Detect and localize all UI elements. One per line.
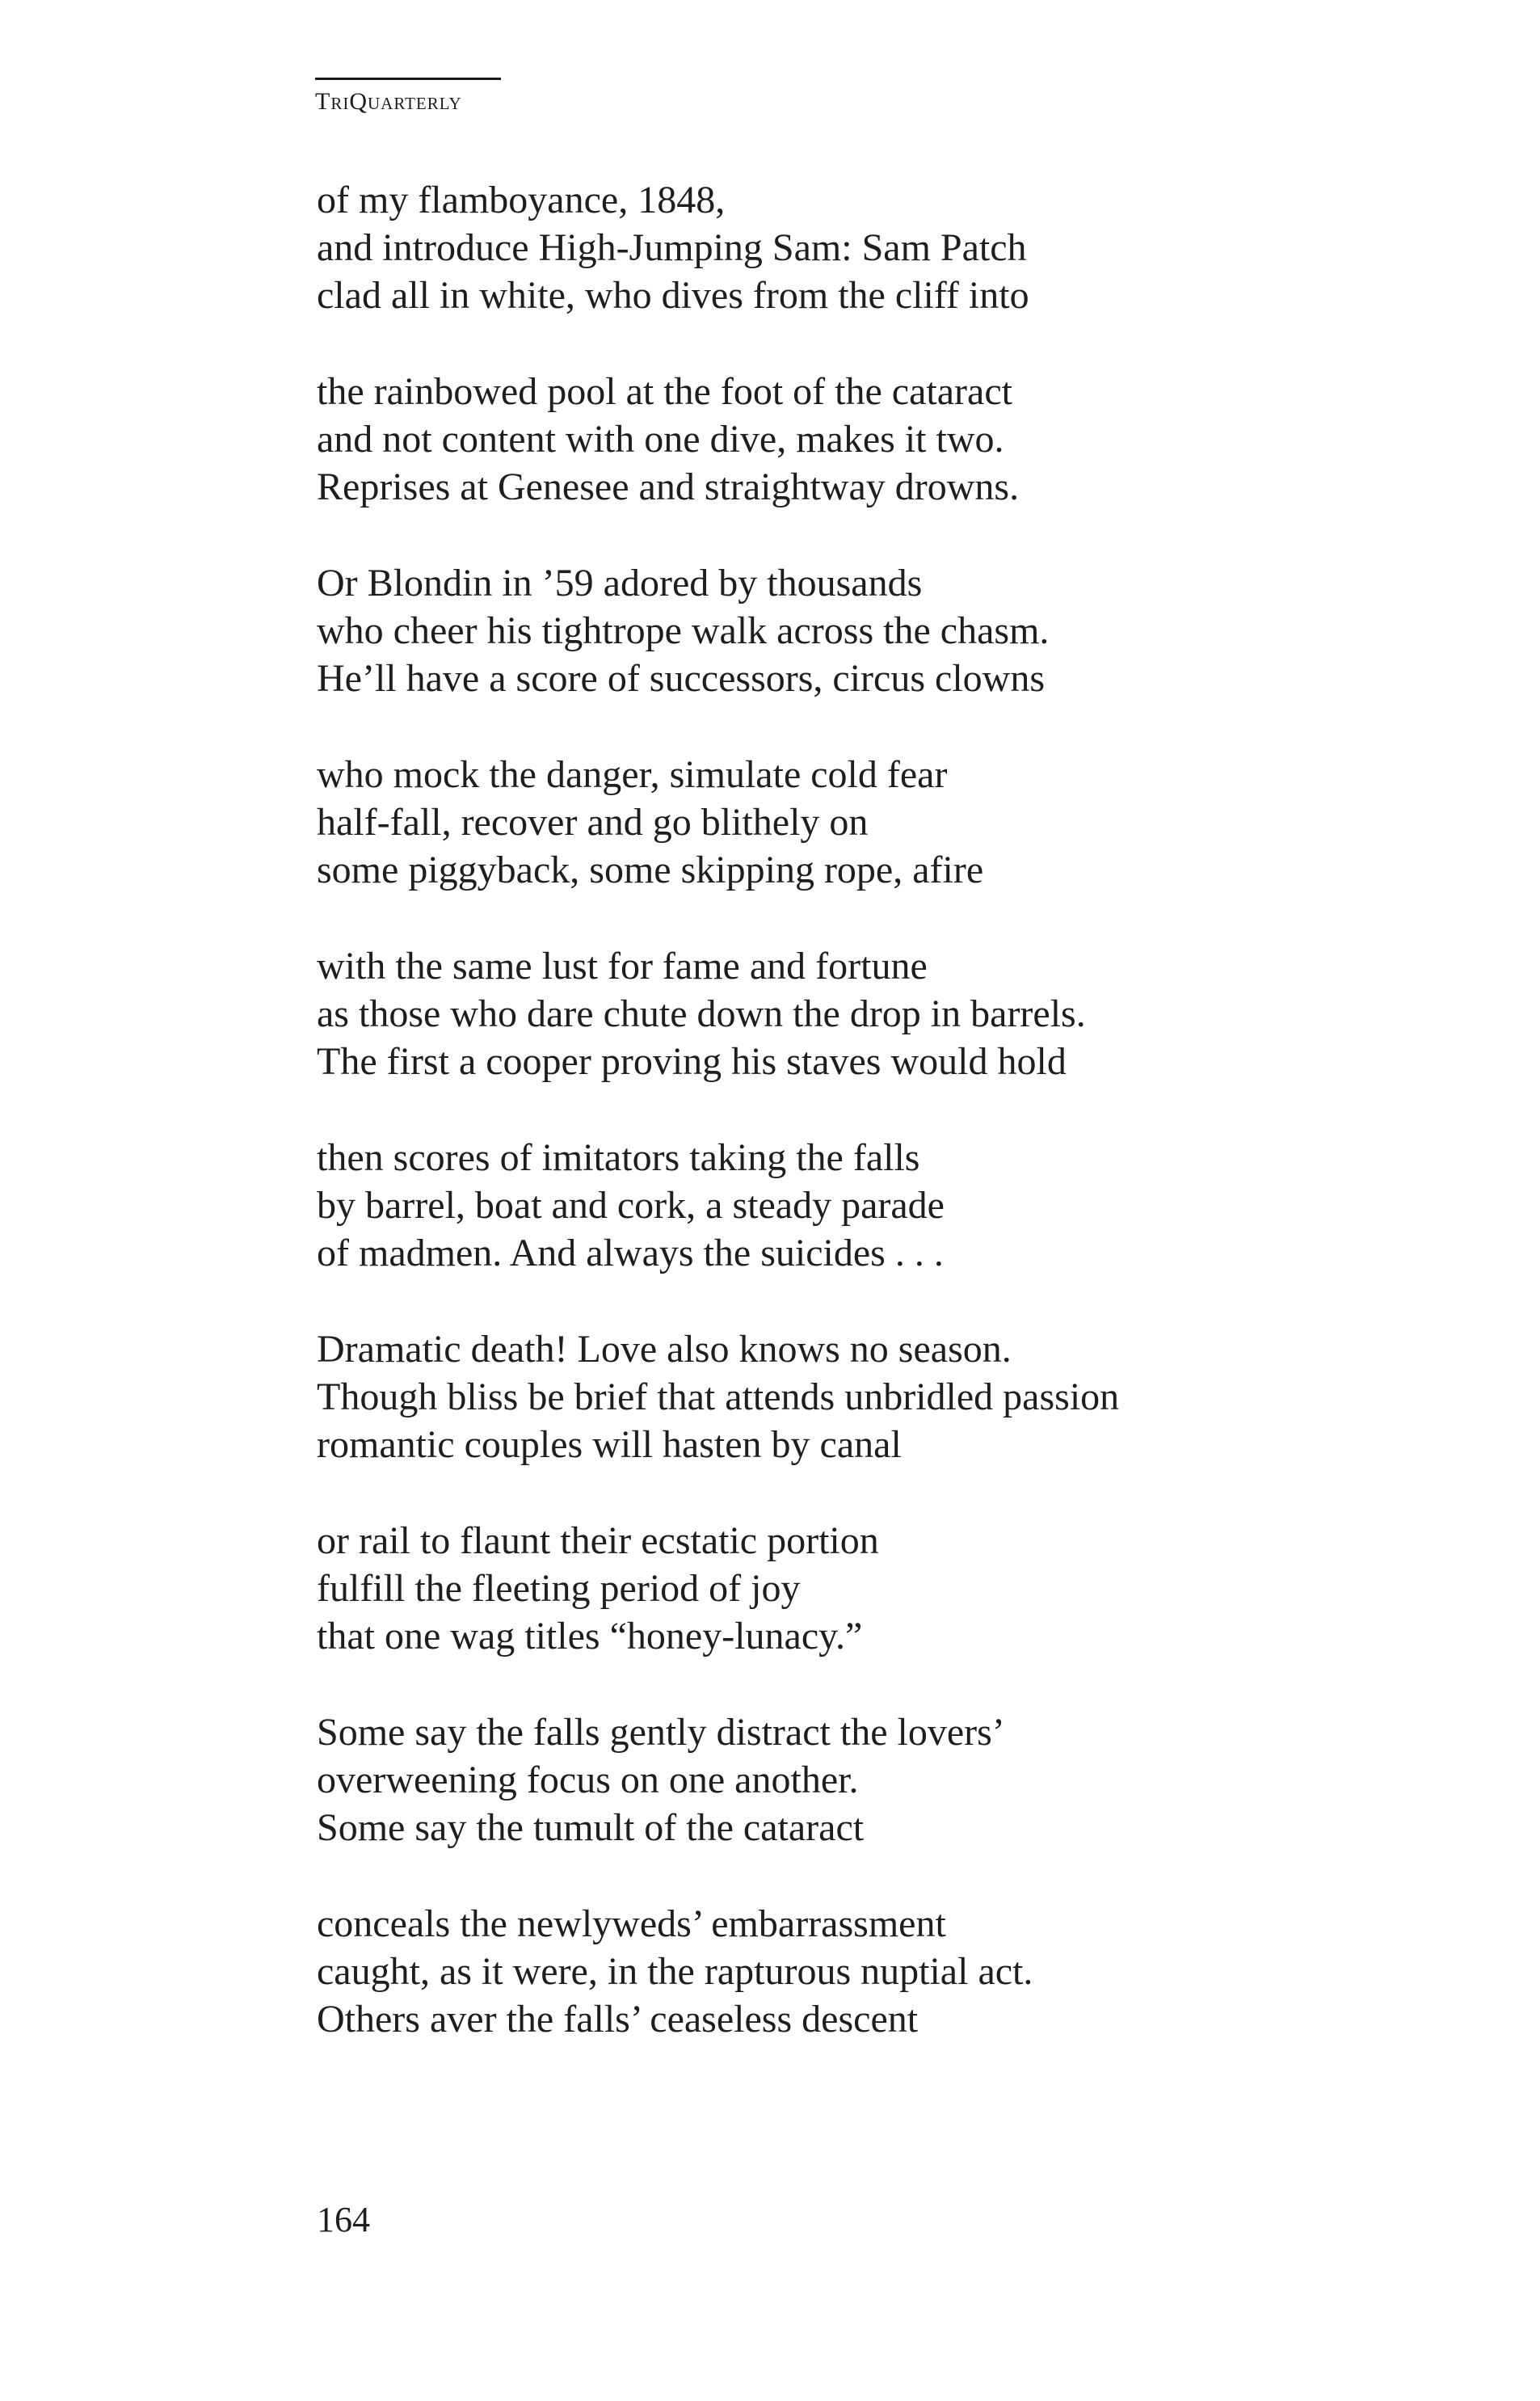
poem-line: and introduce High-Jumping Sam: Sam Patch [317, 226, 1027, 269]
poem-line: with the same lust for fame and fortune [317, 945, 928, 988]
poem-line: some piggyback, some skipping rope, afire [317, 849, 984, 891]
poem-line: who mock the danger, simulate cold fear [317, 753, 948, 796]
poem-line: clad all in white, who dives from the cliff into [317, 274, 1029, 317]
stanza [317, 1708, 1367, 1851]
poem-line: fulfill the fleeting period of joy [317, 1567, 801, 1610]
poem-line: The first a cooper proving his staves would hold [317, 1040, 1067, 1083]
poem-line: the rainbowed pool at the foot of the cataract [317, 370, 1012, 413]
poem-body [317, 176, 1367, 2091]
stanza [317, 368, 1367, 511]
poem-line: Dramatic death! Love also knows no season. [317, 1328, 1012, 1371]
poem-line: overweening focus on one another. [317, 1759, 859, 1801]
poem-line: Or Blondin in ’59 adored by thousands [317, 562, 923, 604]
poem-line: caught, as it were, in the rapturous nuptial act. [317, 1950, 1033, 1993]
stanza [317, 559, 1367, 702]
poem-line: Though bliss be brief that attends unbridled passion [317, 1375, 1120, 1418]
poem-line: who cheer his tightrope walk across the chasm. [317, 609, 1050, 652]
poem-line: Some say the falls gently distract the lovers’ [317, 1711, 1005, 1754]
poem-line: half-fall, recover and go blithely on [317, 801, 869, 844]
running-header [315, 78, 501, 116]
poem-line: Others aver the falls’ ceaseless descent [317, 1998, 919, 2041]
stanza [317, 751, 1367, 894]
poem-line: as those who dare chute down the drop in barrels. [317, 992, 1086, 1035]
poem-line: of madmen. And always the suicides . . . [317, 1232, 944, 1274]
stanza [317, 176, 1367, 319]
journal-title: TriQuarterly [315, 88, 462, 115]
poem-line: by barrel, boat and cork, a steady parade [317, 1184, 945, 1227]
poem-line: Some say the tumult of the cataract [317, 1806, 865, 1849]
header-rule [315, 78, 501, 80]
poem-line: that one wag titles “honey-lunacy.” [317, 1615, 863, 1658]
stanza [317, 1325, 1367, 1468]
stanza [317, 942, 1367, 1085]
stanza [317, 1900, 1367, 2043]
poem-line: He’ll have a score of successors, circus clowns [317, 657, 1046, 700]
poem-line: then scores of imitators taking the falls [317, 1136, 920, 1179]
stanza [317, 1517, 1367, 1660]
page-number: 164 [317, 2200, 370, 2239]
poem-line: romantic couples will hasten by canal [317, 1423, 902, 1466]
stanza [317, 1134, 1367, 1277]
poem-line: and not content with one dive, makes it two. [317, 418, 1004, 461]
poem-line: Reprises at Genesee and straightway drowns. [317, 465, 1020, 508]
poem-line: or rail to flaunt their ecstatic portion [317, 1519, 879, 1562]
poem-line: of my flamboyance, 1848, [317, 179, 726, 221]
poem-line: conceals the newlyweds’ embarrassment [317, 1902, 946, 1945]
